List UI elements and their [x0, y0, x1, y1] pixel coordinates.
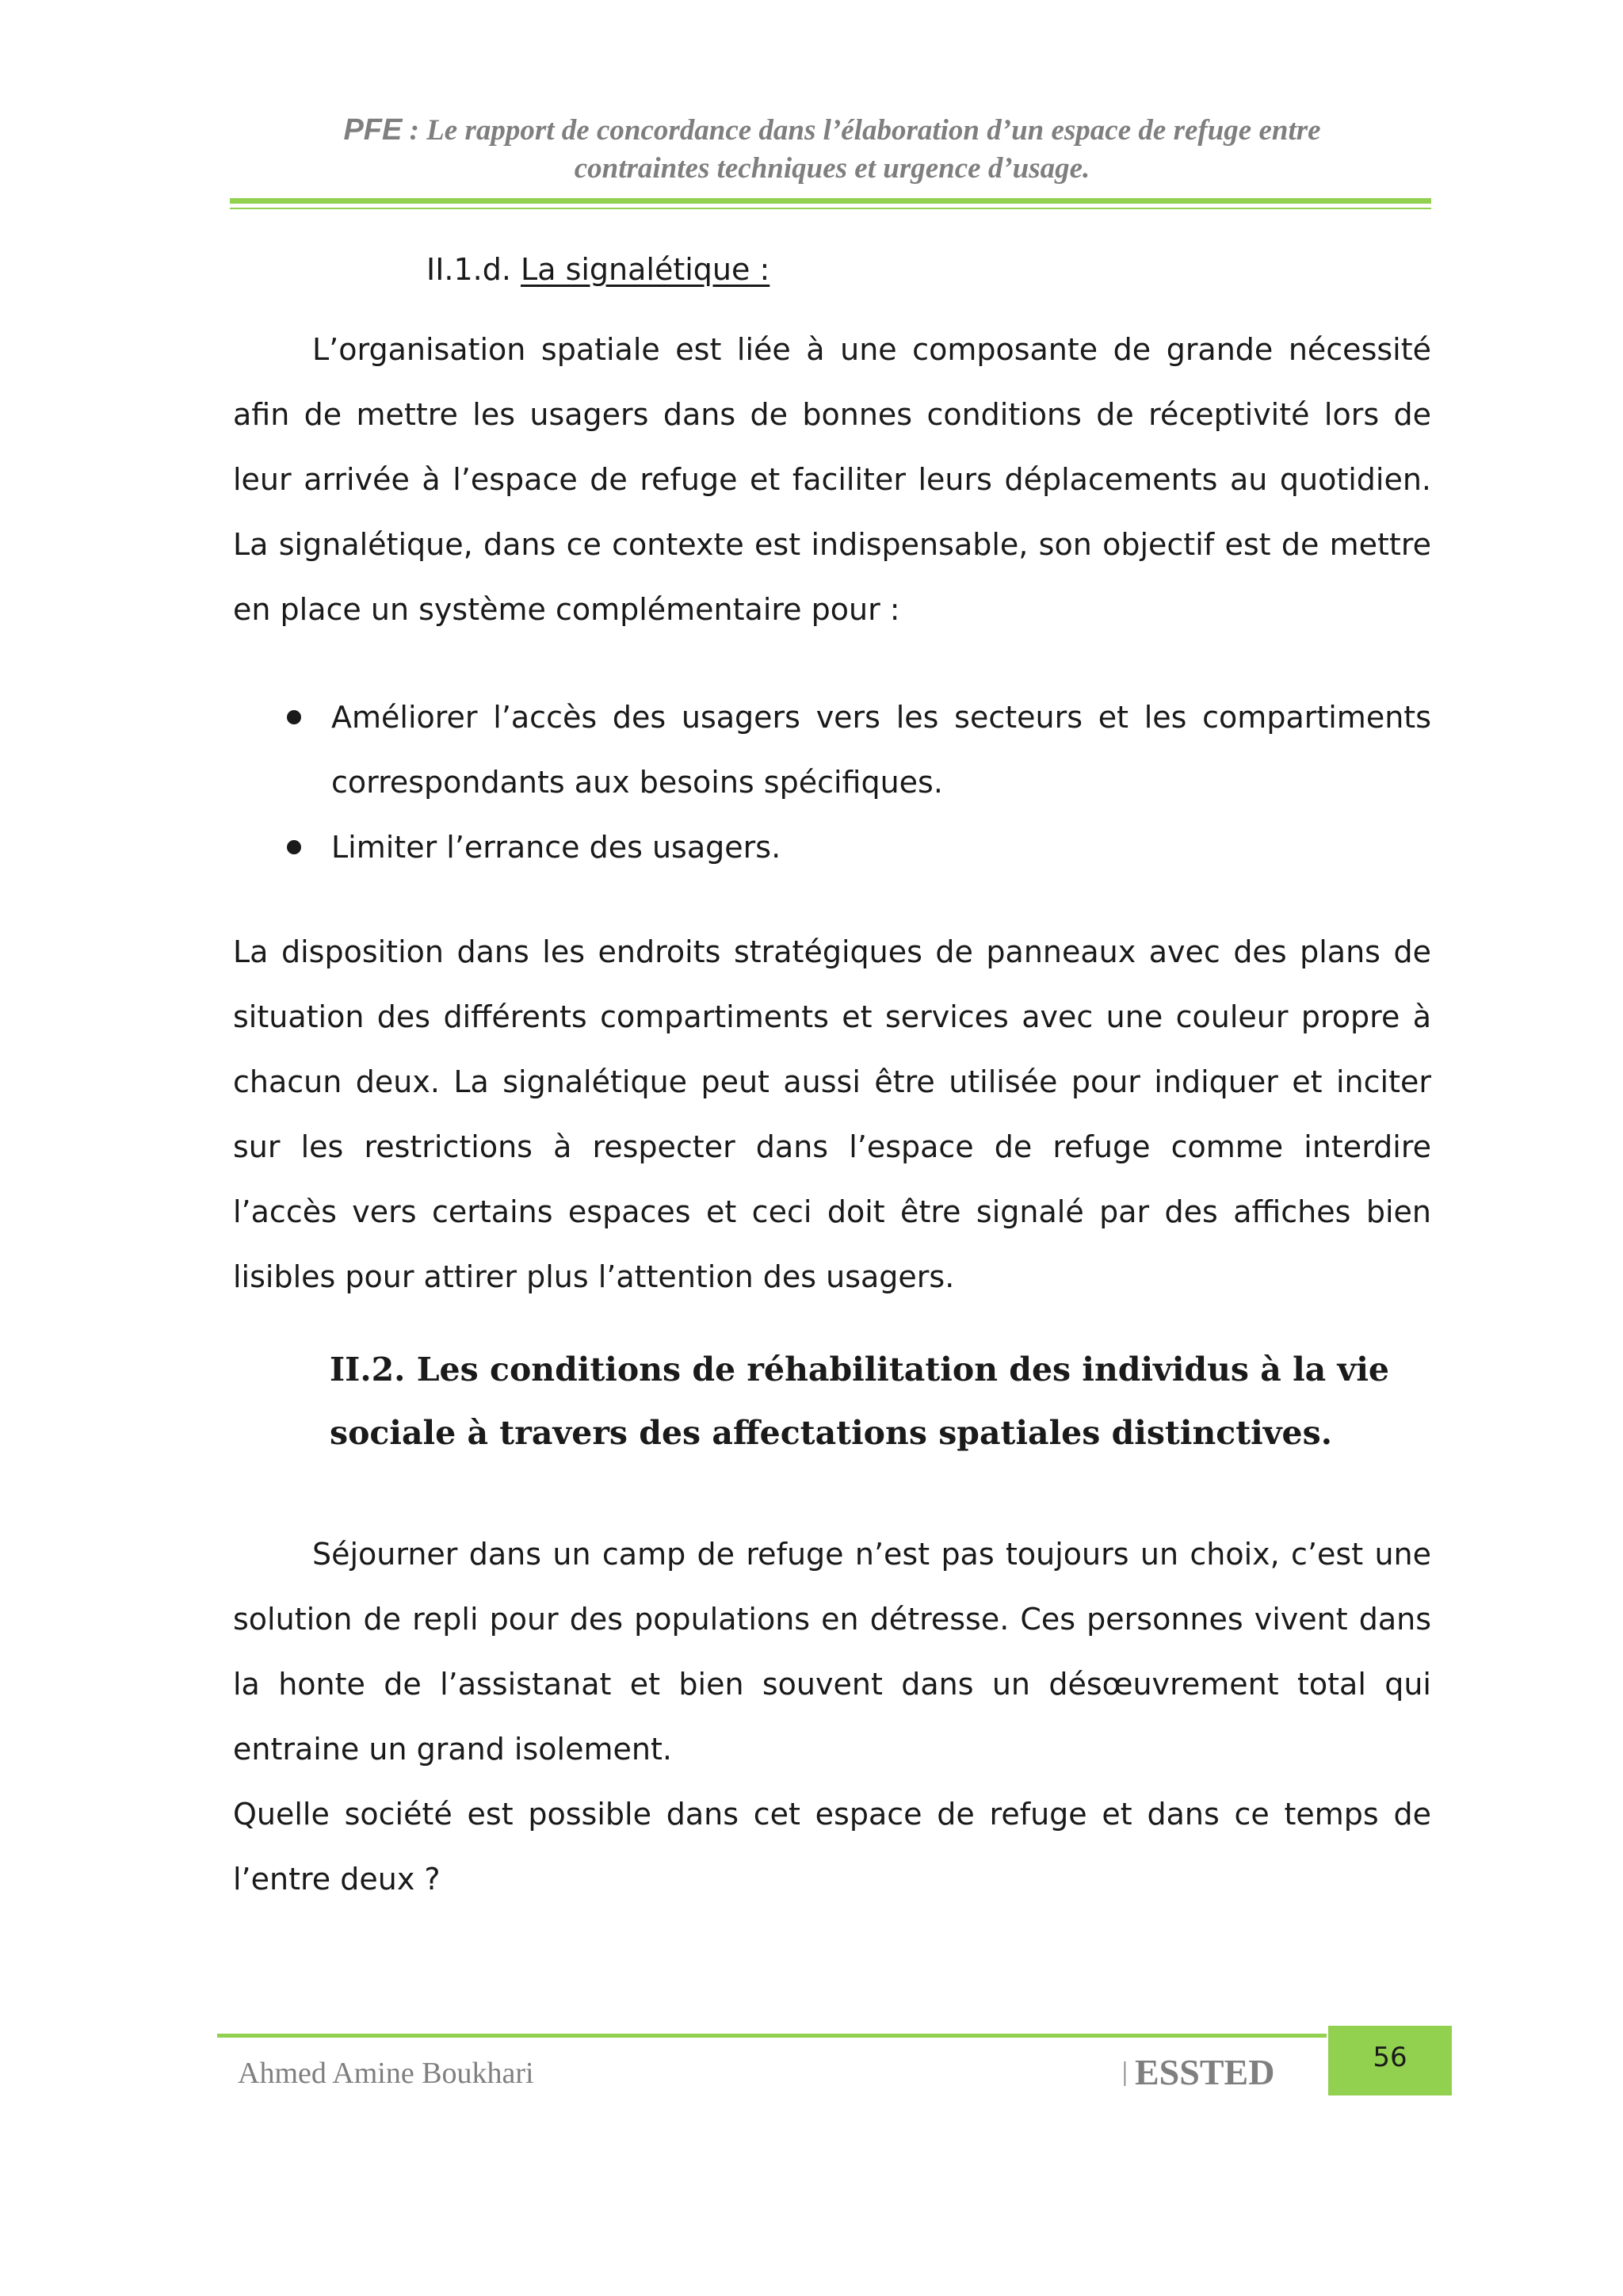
paragraph-4: Quelle société est possible dans cet espace de refuge et dans ce temps de l’entre deux ? [233, 1797, 1431, 1897]
list-item-text: Limiter l’errance des usagers. [331, 830, 781, 865]
paragraph-1: L’organisation spatiale est liée à une composante de grande nécessité afin de mettre les usagers dans de bonnes conditions de réceptivité lors de leur arrivée à l’espace de refuge et faciliter leurs déplacements au quotidien. La signalétique, dans ce contexte est indispensable, son objectif est de mettre en place un système complémentaire pour : [233, 332, 1431, 627]
list-item-text: Améliorer l’accès des usagers vers les secteurs et les compartiments correspondants aux besoins spécifiques. [331, 700, 1431, 800]
header-line-1 [230, 111, 1434, 150]
footer-rule [217, 2034, 1327, 2038]
header-title-line1: : Le rapport de concordance dans l’élaboration d’un espace de refuge entre [402, 114, 1321, 147]
page-header [230, 111, 1434, 188]
header-rule-thin [230, 208, 1431, 209]
footer-author: Ahmed Amine Boukhari [238, 2057, 534, 2090]
footer-separator: | [1122, 2057, 1128, 2087]
bullet-icon [287, 840, 301, 854]
paragraph-2: La disposition dans les endroits stratégiques de panneaux avec des plans de situation des différents compartiments et services avec une couleur propre à chacun deux. La signalétique peut aussi être utilisée pour indiquer et inciter sur les restrictions à respecter dans l’espace de refuge comme interdire l’accès vers certains espaces et ceci doit être signalé par des affiches bien lisibles pour attirer plus l’attention des usagers. [233, 934, 1431, 1294]
header-title-line2: contraintes techniques et urgence d’usage. [574, 152, 1090, 185]
list-item [233, 815, 1431, 880]
header-pfe: PFE [343, 113, 403, 147]
page-number: 56 [1373, 2042, 1407, 2073]
footer-school: ESSTED [1135, 2052, 1275, 2092]
list-item [233, 685, 1431, 815]
paragraph-3: Séjourner dans un camp de refuge n’est pas toujours un choix, c’est une solution de repli pour des populations en détresse. Ces personnes vivent dans la honte de l’assistanat et bien souvent dans un désœuvrement total qui entraine un grand isolement. [233, 1537, 1431, 1767]
section-title: II.2. Les conditions de réhabilitation des individus à la vie sociale à travers des affectations spatiales distinctives. [330, 1350, 1390, 1452]
bullet-icon [287, 710, 301, 724]
subsection-heading [426, 249, 769, 290]
header-rule-thick [230, 198, 1431, 204]
page-number-box [1328, 2026, 1452, 2095]
subsection-number: II.1.d. [426, 252, 521, 287]
bullet-list [233, 685, 1431, 880]
subsection-title: La signalétique : [521, 252, 770, 287]
